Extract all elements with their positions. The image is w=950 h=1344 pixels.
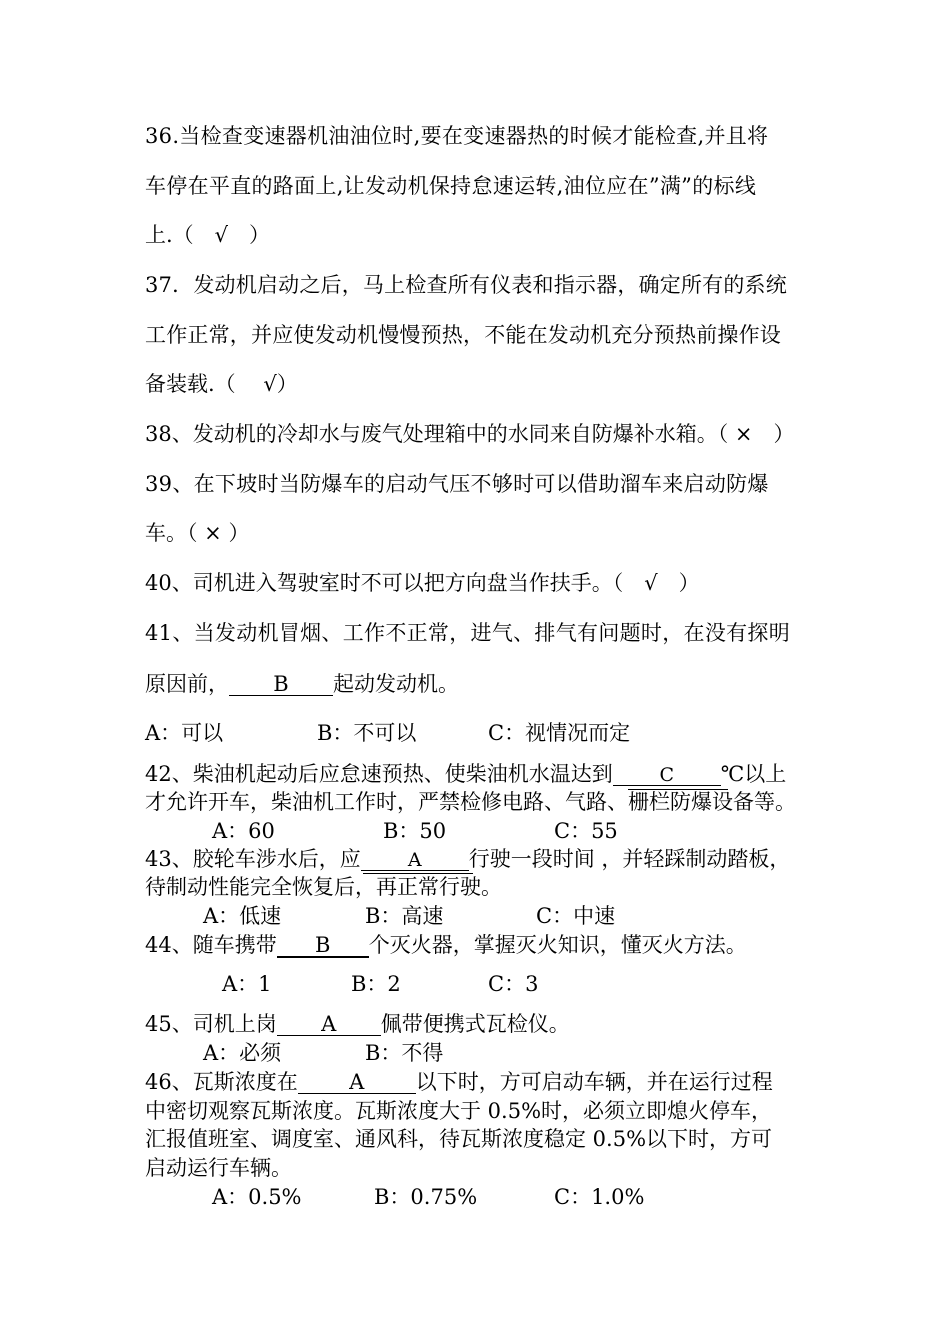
q37-line-1: 37．发动机启动之后，马上检查所有仪表和指示器，确定所有的系统 — [145, 273, 787, 297]
q36-line-2: 车停在平直的路面上,让发动机保持怠速运转,油位应在”满”的标线 — [145, 174, 757, 198]
q36-line-1: 36.当检查变速器机油油位时,要在变速器热的时候才能检查,并且将 — [145, 124, 769, 148]
q46-line-1 — [145, 1072, 773, 1094]
q44-option-b: B：2 — [351, 972, 401, 996]
q41-line-2 — [145, 674, 459, 696]
q45-option-a: A：必须 — [203, 1041, 282, 1065]
q45-answer-blank: A — [277, 1014, 381, 1036]
q42-answer-blank: C — [613, 766, 721, 786]
q42-option-b: B：50 — [383, 819, 447, 843]
q44-option-c: C：3 — [488, 972, 539, 996]
q43-option-b: B：高速 — [365, 904, 444, 928]
q41-option-c: C：视情况而定 — [488, 721, 631, 745]
q46-option-c: C：1.0% — [554, 1185, 645, 1209]
q44-answer-blank: B — [277, 935, 369, 958]
q45-prefix: 45、司机上岗 — [145, 1012, 277, 1036]
q41-prefix: 原因前， — [145, 672, 229, 696]
q43-option-a: A：低速 — [203, 904, 282, 928]
q44-suffix: 个灭火器，掌握灭火知识，懂灭火方法。 — [368, 933, 747, 957]
q46-answer-blank: A — [298, 1072, 416, 1094]
q46-option-b: B：0.75% — [374, 1185, 478, 1209]
q41-answer-blank: B — [229, 674, 333, 696]
q44-prefix: 44、随车携带 — [145, 933, 277, 957]
q45-line-1 — [145, 1014, 570, 1036]
q41-option-b: B：不可以 — [317, 721, 417, 745]
q38-line-1: 38、发动机的冷却水与废气处理箱中的水同来自防爆补水箱。（ × ） — [145, 422, 795, 446]
q42-suffix: ℃以上 — [720, 762, 787, 786]
q46-line-4: 启动运行车辆。 — [145, 1156, 292, 1180]
q43-prefix: 43、胶轮车涉水后，应 — [145, 847, 361, 871]
q46-prefix: 46、瓦斯浓度在 — [145, 1070, 298, 1094]
q46-line-3: 汇报值班室、调度室、通风科，待瓦斯浓度稳定 0.5%以下时，方可 — [145, 1127, 773, 1151]
q45-suffix: 佩带便携式瓦检仪。 — [380, 1012, 570, 1036]
q43-answer-blank: A — [361, 851, 469, 871]
overline-rule-q43 — [363, 873, 473, 874]
q46-suffix: 以下时，方可启动车辆，并在运行过程 — [415, 1070, 773, 1094]
q42-line-2: 才允许开车，柴油机工作时，严禁检修电路、气路、栅栏防爆设备等。 — [145, 790, 796, 814]
q43-suffix: 行驶一段时间 ，并轻踩制动踏板， — [468, 847, 791, 871]
q44-line-1 — [145, 935, 747, 958]
overline-rule-q42 — [628, 789, 728, 790]
q37-line-2: 工作正常，并应使发动机慢慢预热，不能在发动机充分预热前操作设 — [145, 323, 781, 347]
q42-option-a: A：60 — [212, 819, 275, 843]
q43-line-1 — [145, 849, 790, 871]
q40-line-1: 40、司机进入驾驶室时不可以把方向盘当作扶手。（ √ ） — [145, 571, 700, 595]
q37-line-3: 备装载.（ √） — [145, 372, 298, 396]
q44-option-a: A：1 — [222, 972, 272, 996]
q41-option-a: A：可以 — [145, 721, 224, 745]
q45-option-b: B：不得 — [365, 1041, 444, 1065]
q46-option-a: A：0.5% — [212, 1185, 302, 1209]
q41-suffix: 起动发动机。 — [333, 672, 459, 696]
q46-line-2: 中密切观察瓦斯浓度。瓦斯浓度大于 0.5%时，必须立即熄火停车， — [145, 1099, 773, 1123]
q36-line-3: 上.（ √ ） — [145, 223, 271, 247]
q39-line-2: 车。（ × ） — [145, 521, 250, 545]
q39-line-1: 39、在下坡时当防爆车的启动气压不够时可以借助溜车来启动防爆 — [145, 472, 769, 496]
q41-line-1: 41、当发动机冒烟、工作不正常，进气、排气有问题时，在没有探明 — [145, 621, 791, 645]
q43-option-c: C：中速 — [536, 904, 616, 928]
q42-prefix: 42、柴油机起动后应怠速预热、使柴油机水温达到 — [145, 762, 613, 786]
q42-line-1 — [145, 764, 786, 786]
q42-option-c: C：55 — [554, 819, 618, 843]
q43-line-2: 待制动性能完全恢复后，再正常行驶。 — [145, 875, 502, 899]
